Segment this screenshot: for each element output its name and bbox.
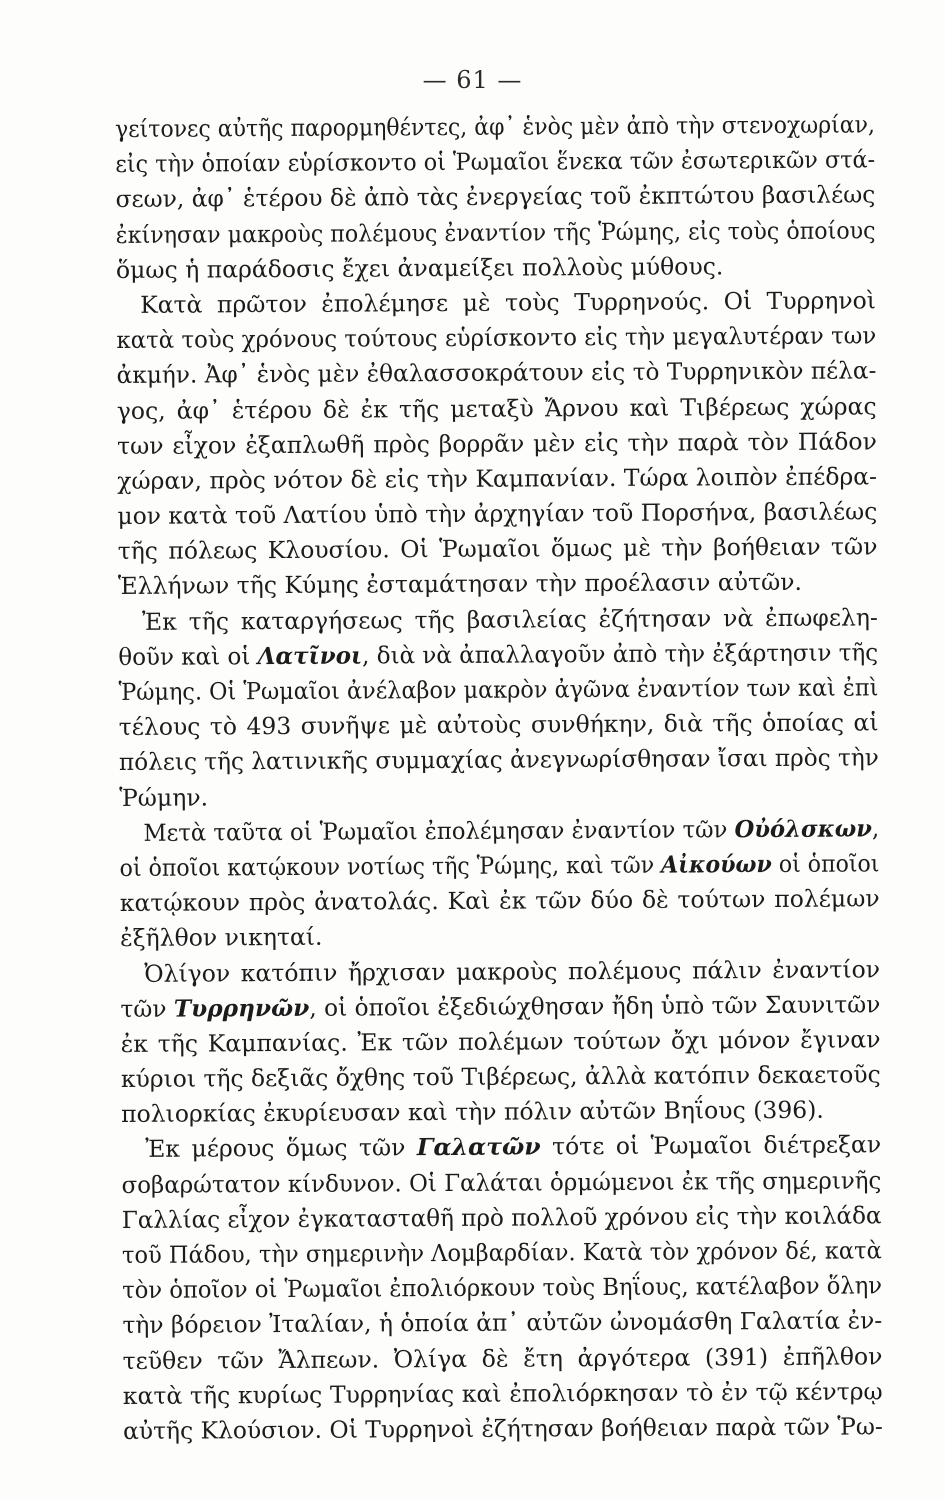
text-line [116,283,876,323]
text-line [118,565,878,605]
text-run: ἀκμήν. Ἀφ᾽ ἑνὸς μὲν ἐθαλασσοκράτουν εἰς τὸ Τυρρηνικὸν πέλα- [116,356,877,390]
text-line [123,1339,883,1379]
text-run: τεῦθεν τῶν Ἄλπεων. Ὀλίγα δὲ ἔτη ἀργότερα (391) ἐπῆλθον [122,1341,883,1375]
text-line [122,1198,882,1238]
text-run: τῶν [120,994,174,1023]
page-number: — 61 — [422,66,523,94]
text-run: θοῦν καὶ οἱ [118,641,258,671]
text-run: ὅμως ἡ παράδοσις ἔχει ἀναμείξει πολλοὺς μύθους. [115,252,724,284]
text-run: γος, ἀφ᾽ ἑτέρου δὲ ἐκ τῆς μεταξὺ Ἄρνου καὶ Τιβέρεως χώρας [116,391,877,425]
text-line [119,811,879,851]
text-run: Γαλλίας εἶχον ἐγκατασταθῆ πρὸ πολλοῦ χρόνου εἰς τὴν κοιλάδα [121,1201,882,1234]
text-run: κατὰ τῆς κυρίως Τυρρηνίας καὶ ἐπολιόρκησαν τὸ ἐν τῷ κέντρῳ [122,1377,883,1410]
text-run: Ἐκ μέρους ὅμως τῶν [145,1133,417,1164]
text-line [121,1093,881,1133]
text-run: των εἶχον ἐξαπλωθῆ πρὸς βορρᾶν μὲν εἰς τὴν παρὰ τὸν Πάδον [116,427,877,460]
text-line [122,1269,882,1309]
text-line [116,213,876,253]
text-line [121,1022,881,1062]
emphasized-name: Οὐόλσκων [734,814,873,843]
text-run: τῆς πόλεως Κλουσίου. Οἱ Ῥωμαῖοι ὅμως μὲ τὴν βοήθειαν τῶν [117,532,878,566]
text-run: μον κατὰ τοῦ Λατίου ὑπὸ τὴν ἀρχηγίαν τοῦ Πορσήνα, βασιλέως [117,497,878,531]
text-run: ἐκ τῆς Καμπανίας. Ἐκ τῶν πολέμων τούτων ὄχι μόνον ἔγιναν [120,1025,881,1058]
text-run: κύριοι τῆς δεξιᾶς ὄχθης τοῦ Τιβέρεως, ἀλλὰ κατόπιν δεκαετοῦς [120,1060,881,1094]
text-run: κατὰ τοὺς χρόνους τούτους εὑρίσκοντο εἰς τὴν μεγαλυτέραν των [116,321,877,355]
text-run: , οἱ ὁποῖοι ἐξεδιώχθησαν ἤδη ὑπὸ τῶν Σαυνιτῶν [309,990,881,1022]
text-run: Ῥώμην. [119,783,209,812]
body-text [115,107,883,1449]
text-run: ἐξῆλθον νικηταί. [119,923,323,953]
text-line [117,354,877,394]
text-run: πολιορκίας ἐκυρίευσαν καὶ τὴν πόλιν αὐτῶν Βηΐους (396). [121,1095,824,1129]
text-run: χώραν, πρὸς νότον δὲ εἰς τὴν Καμπανίαν. Τώρα λοιπὸν ἐπέδρα- [117,462,878,495]
text-run: τότε οἱ Ῥωμαῖοι διέτρεξαν [540,1130,882,1161]
text-line [120,987,880,1027]
text-line [115,178,875,218]
text-run: Ὀλίγον κατόπιν ἤρχισαν μακροὺς πολέμους πάλιν ἐναντίον [144,954,881,988]
text-line [120,846,880,886]
text-run: τοῦ Πάδου, τὴν σημερινὴν Λομβαρδίαν. Κατὰ τὸν χρόνον δέ, κατὰ [121,1236,882,1269]
text-line [117,494,877,534]
text-run: σοβαρώτατον κίνδυνον. Οἱ Γαλάται ὁρμώμενοι ἐκ τῆς σημερινῆς [121,1165,882,1199]
text-run: , [871,814,880,843]
text-run: Ῥώμης. Οἱ Ῥωμαῖοι ἀνέλαβον μακρὸν ἀγῶνα ἐναντίον των καὶ ἐπὶ [118,673,879,706]
text-line [120,917,880,957]
text-run: , διὰ νὰ ἀπαλλαγοῦν ἀπὸ τὴν ἐξάρτησιν τῆς [362,638,879,670]
text-line [118,600,878,640]
text-line [122,1233,882,1273]
text-run: τὸν ὁποῖον οἱ Ῥωμαῖοι ἐπολιόρκουν τοὺς Βηΐους, κατέλαβον ὅλην [122,1271,883,1305]
text-run: Ἑλλήνων τῆς Κύμης ἐσταμάτησαν τὴν προέλασιν αὐτῶν. [117,568,803,601]
text-line [121,1128,881,1168]
text-line [119,706,879,746]
text-line [120,881,880,921]
text-line [118,635,878,675]
text-run: πόλεις τῆς λατινικῆς συμμαχίας ἀνεγνωρίσθησαν ἴσαι πρὸς τὴν [118,743,879,777]
text-run: εἰς τὴν ὁποίαν εὑρίσκοντο οἱ Ῥωμαῖοι ἕνεκα τῶν ἐσωτερικῶν στά- [115,145,876,179]
text-run: οἱ ὁποῖοι [771,849,880,878]
text-line [117,424,877,464]
text-run: τέλους τὸ 493 συνῆψε μὲ αὐτοὺς συνθήκην, διὰ τῆς ὁποίας αἱ [118,708,879,742]
text-line [121,1163,881,1203]
text-run: τὴν βόρειον Ἰταλίαν, ἡ ὁποία ἀπ᾽ αὐτῶν ὠνομάσθη Γαλατία ἐν- [122,1306,883,1340]
emphasized-name: Λατῖνοι [257,641,363,670]
text-line [117,389,877,429]
emphasized-name: Τυρρηνῶν [173,993,310,1023]
text-line [118,530,878,570]
text-line [115,107,875,147]
text-run: Ἐκ τῆς καταργήσεως τῆς βασιλείας ἐζήτησαν νὰ ἐπωφελη- [142,602,878,636]
text-run: ἐκίνησαν μακροὺς πολέμους ἐναντίον τῆς Ῥώμης, εἰς τοὺς ὁποίους [115,215,876,249]
emphasized-name: Γαλατῶν [416,1132,541,1162]
text-line [122,1304,882,1344]
text-line [118,670,878,710]
text-line [119,741,879,781]
emphasized-name: Αἰκούων [661,849,772,879]
text-line [117,459,877,499]
text-run: οἱ ὁποῖοι κατῴκουν νοτίως τῆς Ῥώμης, καὶ τῶν [119,850,662,882]
text-line [116,318,876,358]
text-line [123,1374,883,1414]
text-run: σεων, ἀφ᾽ ἑτέρου δὲ ἀπὸ τὰς ἐνεργείας τοῦ ἐκπτώτου βασιλέως [115,180,876,214]
text-line [119,776,879,816]
text-line [121,1057,881,1097]
text-line [116,248,876,288]
text-run: Μετὰ ταῦτα οἱ Ῥωμαῖοι ἐπολέμησαν ἐναντίον τῶν [143,814,735,847]
text-run: κατῴκουν πρὸς ἀνατολάς. Καὶ ἐκ τῶν δύο δὲ τούτων πολέμων [119,884,880,918]
text-run: Κατὰ πρῶτον ἐπολέμησε μὲ τοὺς Τυρρηνούς. Οἱ Τυρρηνοὶ [140,286,877,319]
text-line [115,143,875,183]
text-run: γείτονες αὐτῆς παρορμηθέντες, ἀφ᾽ ἑνὸς μὲν ἀπὸ τὴν στενοχωρίαν, [115,110,875,143]
text-run: αὐτῆς Κλούσιον. Οἱ Τυρρηνοὶ ἐζήτησαν βοήθειαν παρὰ τῶν Ῥω- [122,1412,883,1445]
text-line [120,952,880,992]
text-line [123,1409,883,1449]
